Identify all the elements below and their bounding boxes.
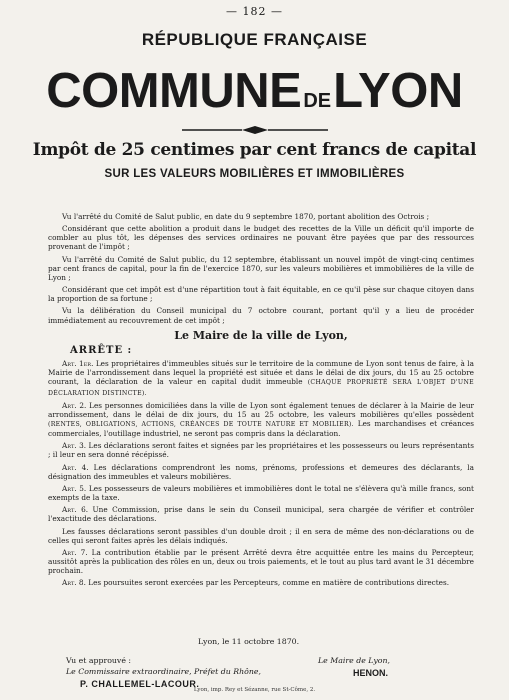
- article-label: Art. 2.: [62, 400, 87, 410]
- challemel-signature: P. CHALLEMEL-LACOUR.: [80, 679, 200, 689]
- article-text: Les déclarations comprendront les noms, prénoms, professions et demeures des déclarants, la désignation des immeubles et valeurs mobilières.: [48, 462, 474, 481]
- lyon-word: LYON: [333, 64, 463, 118]
- maire-title: Le Maire de Lyon,: [318, 656, 390, 665]
- decree-date: Lyon, le 11 octobre 1870.: [198, 637, 300, 646]
- article-label: Art. 5.: [62, 483, 87, 493]
- article-8: [48, 578, 474, 587]
- paragraph: Considérant que cet impôt est d'une répartition tout à fait équitable, en ce qu'il pèse sur chaque citoyen dans la proportion de sa fortune ;: [48, 285, 474, 304]
- article-5: [48, 484, 474, 502]
- article-tail: Les marchandises et créances commerciales, l'outillage industriel, ne seront pas compris dans la déclaration.: [48, 418, 474, 439]
- ornament-divider: [0, 120, 509, 139]
- de-word: DE: [303, 90, 332, 112]
- article-text: Les possesseurs de valeurs mobilières et immobilières dont le total ne s'élèvera qu'à mille francs, sont exempts de la taxe.: [48, 483, 474, 503]
- tax-title: Impôt de 25 centimes par cent francs de capital: [32, 140, 477, 160]
- article-7: [48, 548, 474, 575]
- commune-word: COMMUNE: [46, 64, 302, 118]
- article-text: Les déclarations seront faites et signées par les propriétaires et les possesseurs ou leurs représentants ; il leur en sera donné récépissé.: [48, 441, 474, 460]
- article-text: Les poursuites seront exercées par les Percepteurs, comme en matière de contributions directes.: [88, 578, 450, 588]
- paragraph: Vu l'arrêté du Comité de Salut public, du 12 septembre, établissant un nouvel impôt de vingt-cinq centimes par cent francs de capital, pour la fin de l'exercice 1870, sur les valeurs mobilières et immobilières de la ville de Lyon ;: [48, 254, 474, 282]
- arrete-heading: ARRÊTE :: [70, 344, 133, 356]
- article-label: Art. 1er.: [62, 359, 94, 369]
- maire-heading: Le Maire de la ville de Lyon,: [174, 328, 348, 342]
- article-text: Les personnes domiciliées dans la ville de Lyon sont également tenues de déclarer à la Mairie de leur arrondissement, dans le délai de dix jours, du 15 au 25 octobre, les valeurs mobilières qu'elles possèdent: [48, 400, 475, 419]
- article-text: Une Commission, prise dans le sein du Conseil municipal, sera chargée de vérifier et contrôler l'exactitude des déclarations.: [48, 505, 474, 524]
- paragraph: Considérant que cette abolition a produit dans le budget des recettes de la Ville un déficit qu'il importe de combler au plus tôt, les dépenses des services ordinaires ne pouvant être payées que par des ressources provenant de l'impôt ;: [48, 224, 474, 252]
- article-text: La contribution établie par le présent Arrêté devra être acquittée entre les mains du Percepteur, aussitôt après la publication des rôles en un, deux ou trois paiements, et le tout au plus tard avant le 31 décembre prochain.: [48, 547, 475, 576]
- decree-body: [48, 212, 474, 590]
- article-6-continued: Les fausses déclarations seront passibles d'un double droit ; il en sera de même des non-déclarations ou de celles qui seront faites après les délais indiqués.: [48, 526, 474, 545]
- article-4: [48, 463, 474, 481]
- article-1: [48, 359, 474, 398]
- article-6: [48, 505, 474, 523]
- commissaire-title: Le Commissaire extraordinaire, Préfet du Rhône,: [66, 667, 261, 676]
- article-label: Art. 8.: [62, 578, 86, 588]
- article-label: Art. 3.: [62, 441, 87, 451]
- republique-heading: RÉPUBLIQUE FRANÇAISE: [141, 30, 368, 49]
- article-label: Art. 7.: [62, 547, 88, 557]
- paragraph: Vu la délibération du Conseil municipal du 7 octobre courant, portant qu'il y a lieu de procéder immédiatement au recouvrement de cet impôt ;: [48, 306, 474, 325]
- paragraph: Vu l'arrêté du Comité de Salut public, en date du 9 septembre 1870, portant abolition des Octrois ;: [62, 212, 430, 221]
- tax-subtitle: SUR LES VALEURS MOBILIÈRES ET IMMOBILIÈRES: [104, 168, 405, 180]
- article-label: Art. 4.: [62, 462, 89, 472]
- article-label: Art. 6.: [62, 505, 89, 515]
- article-caps: (CHAQUE PROPRIÉTÉ SERA L'OBJET D'UNE DÉCLARATION DISTINCTE).: [48, 379, 474, 397]
- article-text: Les propriétaires d'immeubles situés sur le territoire de la commune de Lyon sont tenus de faire, à la Mairie de l'arrondissement dans lequel la propriété est située et dans le délai de dix jours, du 15 au 25 octobre courant, la déclaration de la valeur en capital dudit immeuble: [48, 359, 474, 387]
- printer-imprint: Lyon, imp. Rey et Sézanne, rue St-Côme, 2.: [193, 687, 316, 693]
- henon-signature: HENON.: [353, 668, 389, 678]
- article-caps: (RENTES, OBLIGATIONS, ACTIONS, CRÉANCES DE TOUTE NATURE ET MOBILIER).: [48, 420, 354, 428]
- article-2: [48, 401, 474, 439]
- article-3: [48, 441, 474, 459]
- commune-de-lyon-title: [0, 63, 509, 119]
- approval-line: Vu et approuvé :: [66, 656, 132, 665]
- page-number: — 182 —: [226, 5, 283, 18]
